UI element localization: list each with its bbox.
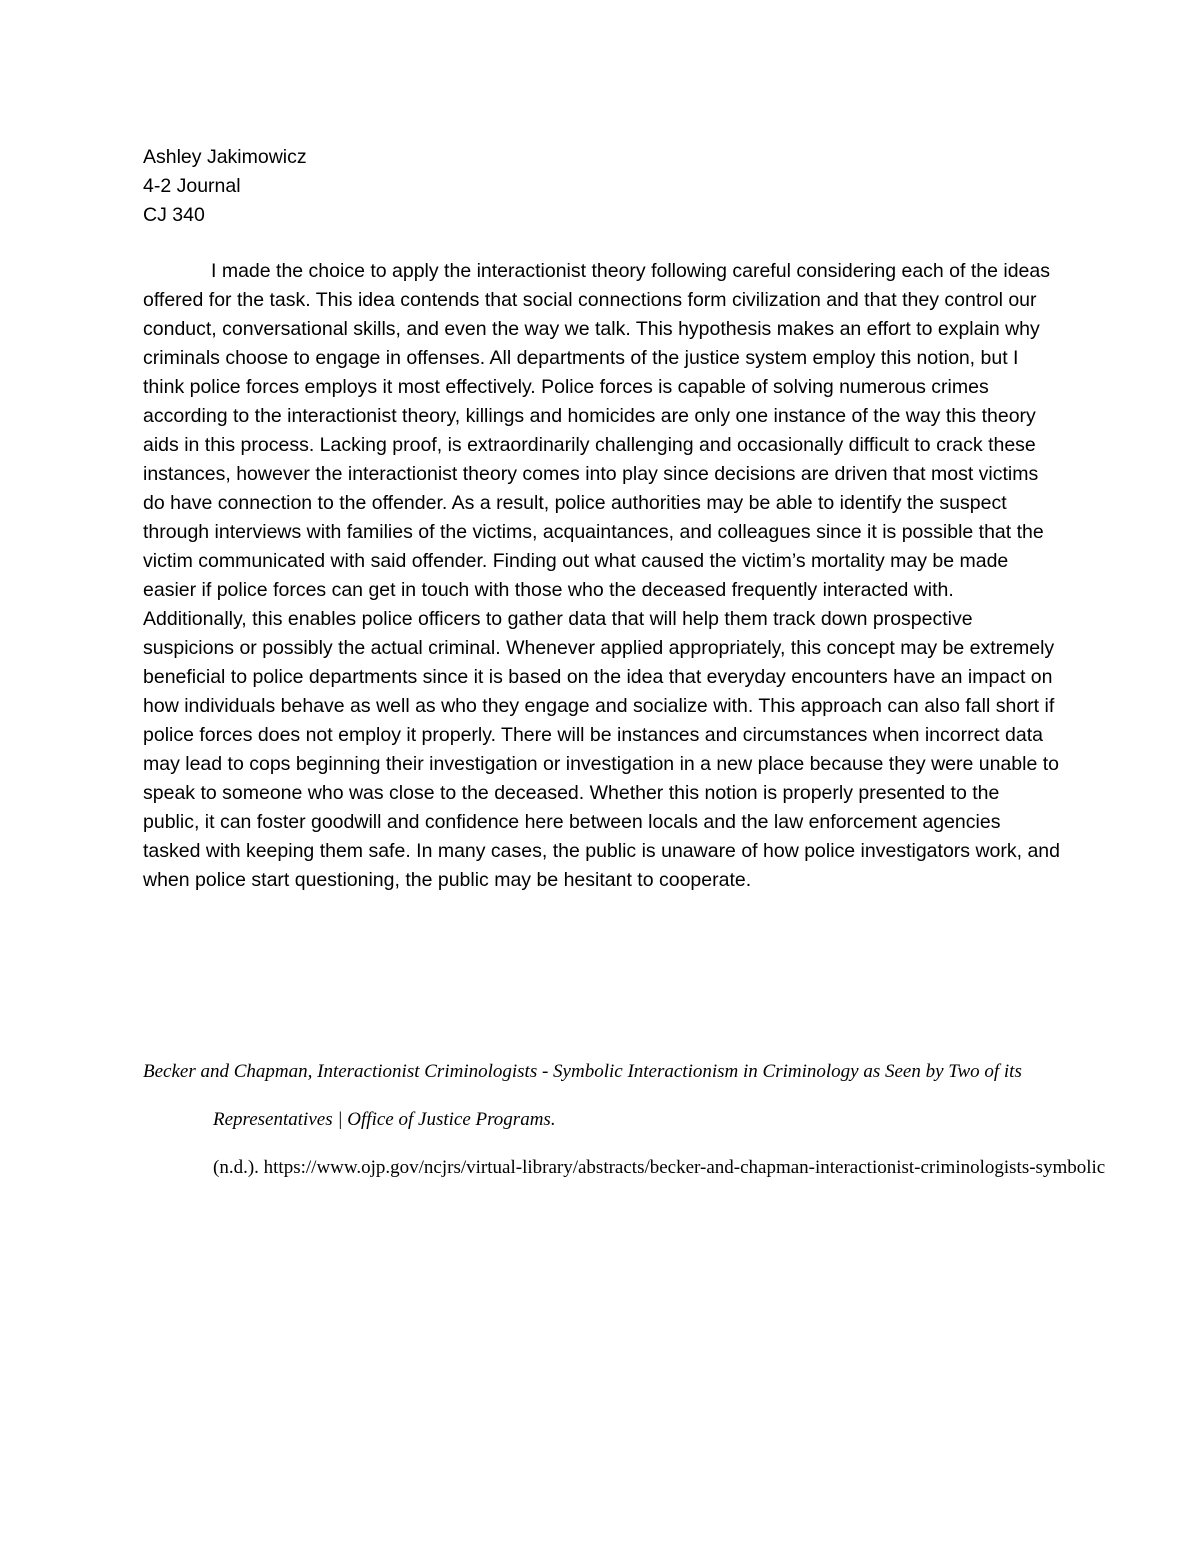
author-name: Ashley Jakimowicz (143, 146, 307, 168)
reference-entry (143, 1048, 1131, 1192)
assignment-title: 4-2 Journal (143, 175, 241, 197)
document-header (143, 143, 307, 230)
journal-paragraph: I made the choice to apply the interactionist theory following careful considering each of the ideas offered for the task. This idea contends that social connections form civilization and that they control our conduct, conversational skills, and even the way we talk. This hypothesis makes an effort to explain why criminals choose to engage in offenses. All departments of the justice system employ this notion, but I think police forces employs it most effectively. Police forces is capable of solving numerous crimes according to the interactionist theory, killings and homicides are only one instance of the way this theory aids in this process. Lacking proof, is extraordinarily challenging and occasionally difficult to crack these instances, however the interactionist theory comes into play since decisions are driven that most victims do have connection to the offender. As a result, police authorities may be able to identify the suspect through interviews with families of the victims, acquaintances, and colleagues since it is possible that the victim communicated with said offender. Finding out what caused the victim’s mortality may be made easier if police forces can get in touch with those who the deceased frequently interacted with. Additionally, this enables police officers to gather data that will help them track down prospective suspicions or possibly the actual criminal. Whenever applied appropriately, this concept may be extremely beneficial to police departments since it is based on the idea that everyday encounters have an impact on how individuals behave as well as who they engage and socialize with. This approach can also fall short if police forces does not employ it properly. There will be instances and circumstances when incorrect data may lead to cops beginning their investigation or investigation in a new place because they were unable to speak to someone who was close to the deceased. Whether this notion is properly presented to the public, it can foster goodwill and confidence here between locals and the law enforcement agencies tasked with keeping them safe. In many cases, the public is unaware of how police investigators work, and when police start questioning, the public may be hesitant to cooperate. (143, 260, 1060, 891)
reference-date-url: (n.d.). https://www.ojp.gov/ncjrs/virtual-library/abstracts/becker-and-chapman-interactionist-criminologists-symbolic (213, 1157, 1106, 1178)
course-code: CJ 340 (143, 204, 205, 226)
reference-title: Becker and Chapman, Interactionist Criminologists - Symbolic Interactionism in Criminology as Seen by Two of its Representatives | Office of Justice Programs. (143, 1061, 1022, 1130)
